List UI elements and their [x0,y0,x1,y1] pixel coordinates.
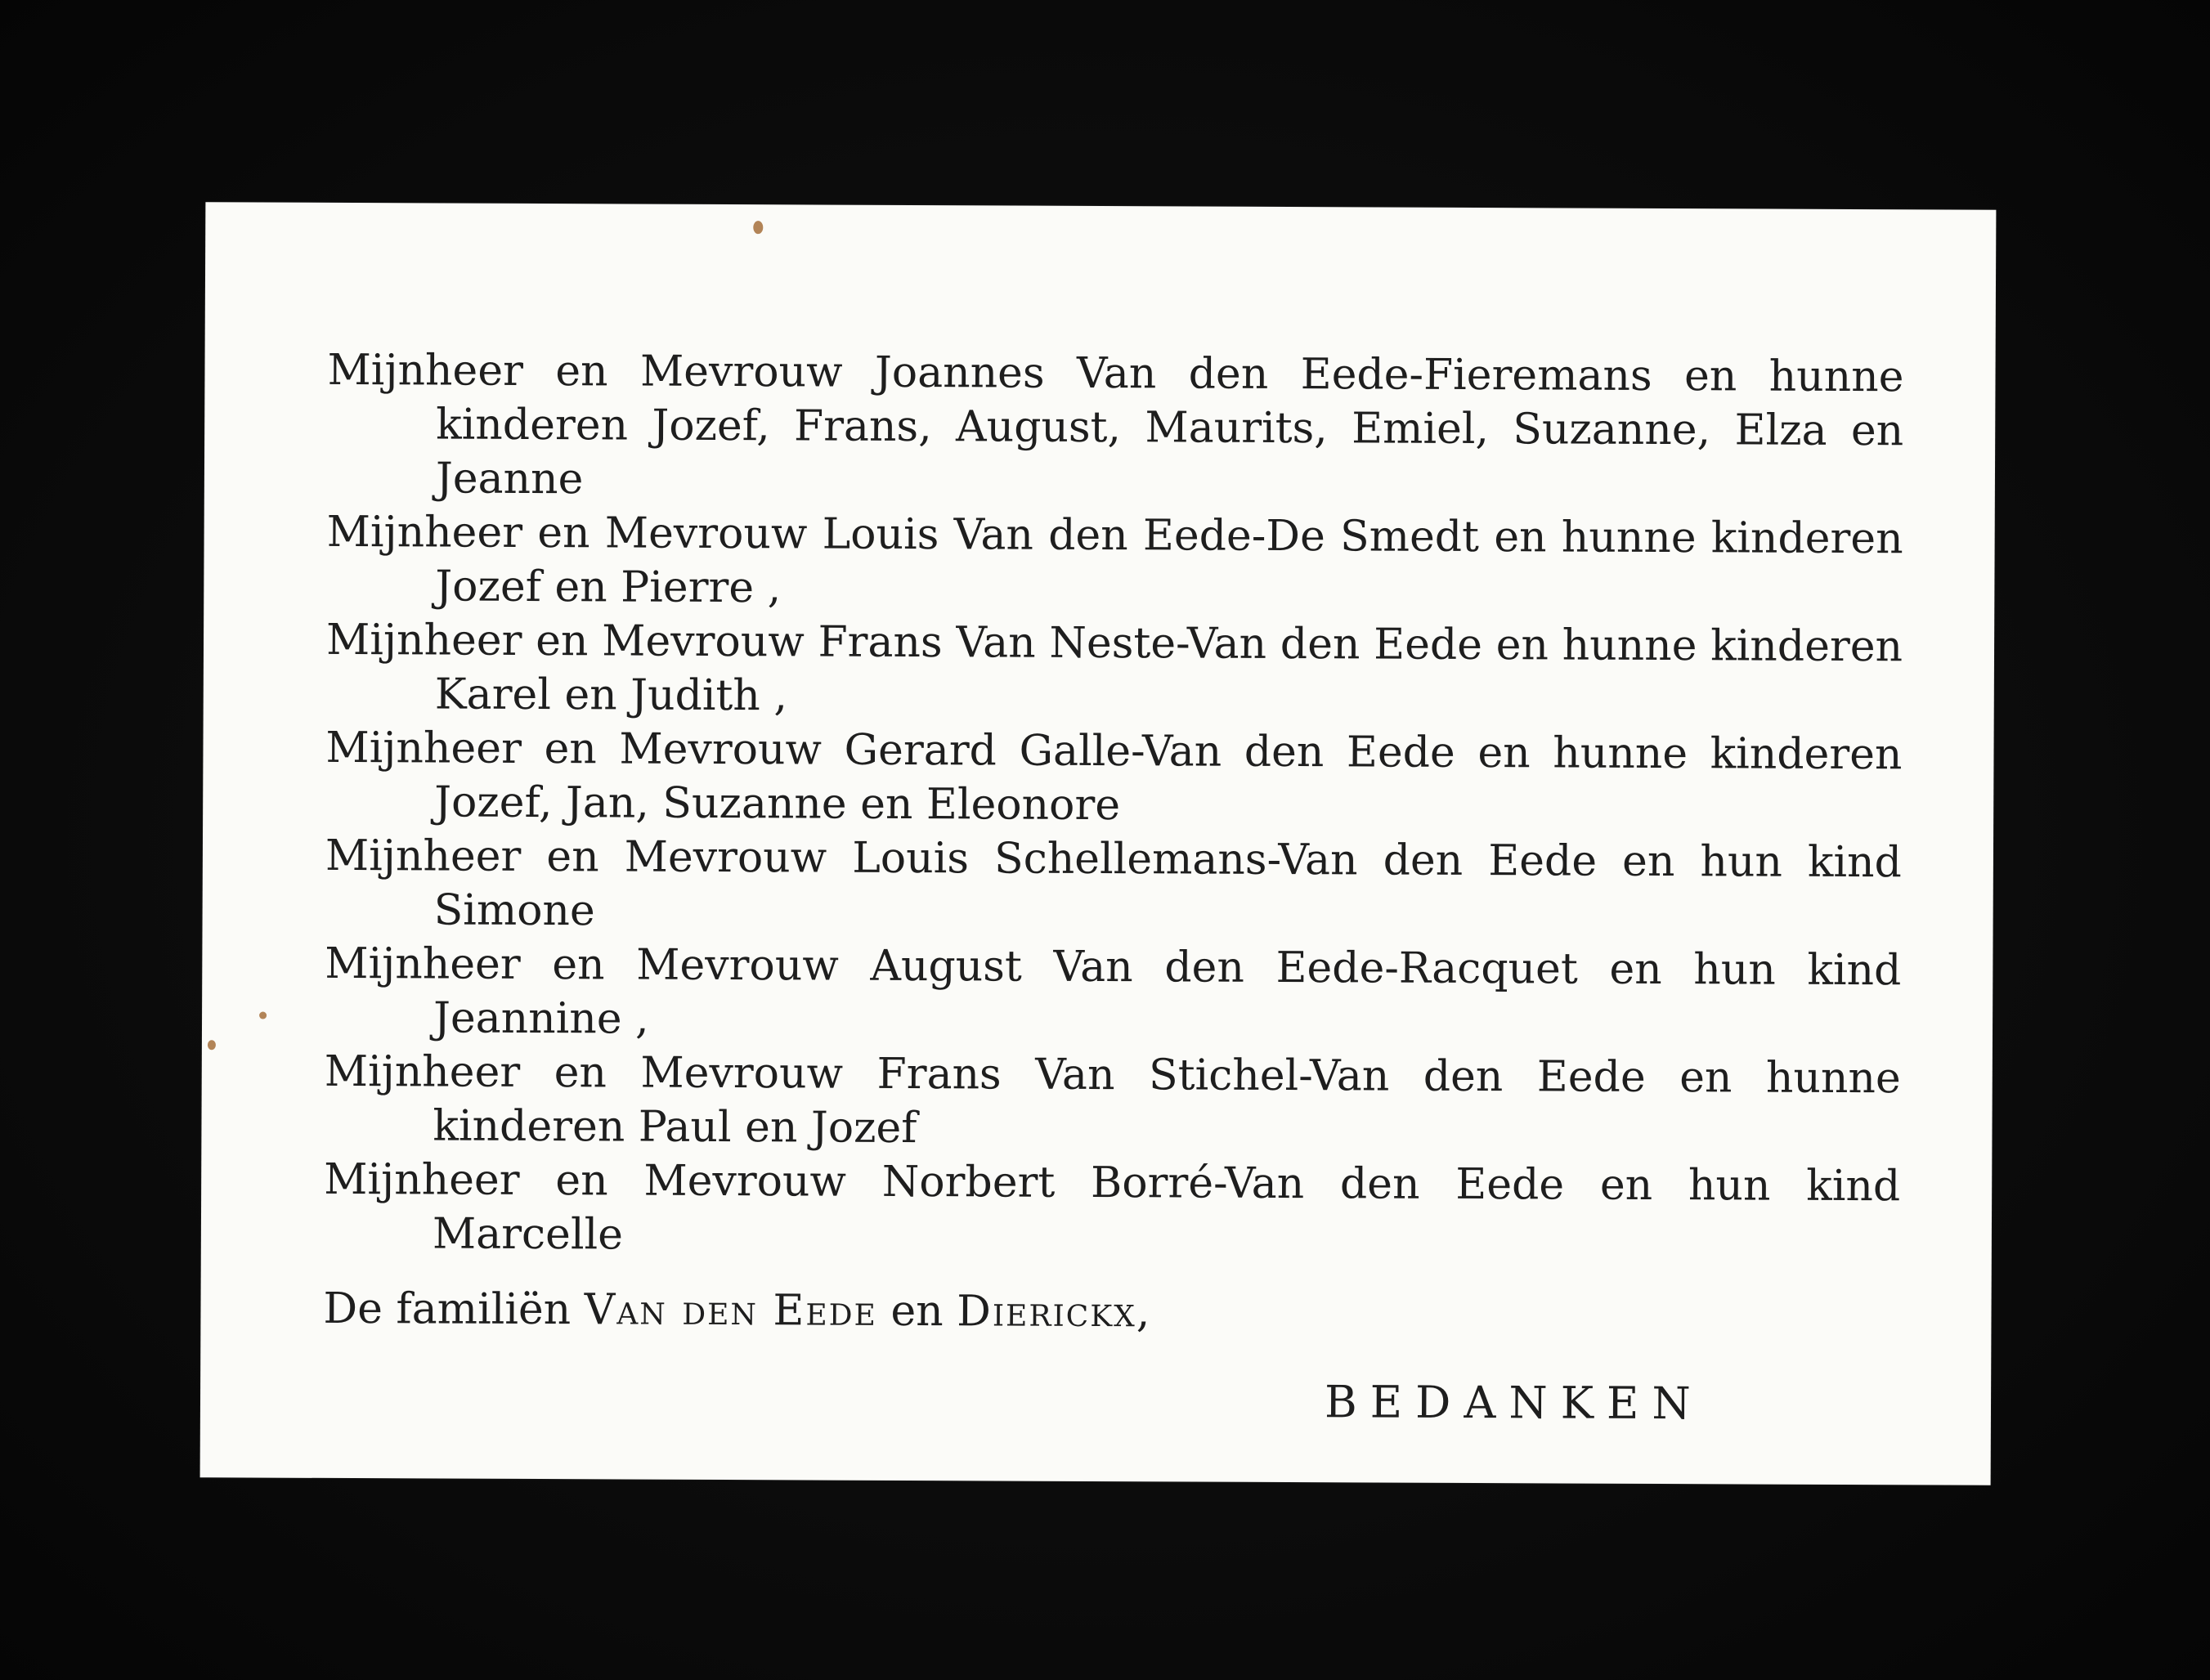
family-entry: Mijnheer en Mevrouw Gerard Galle-Van den Eede en hunne kinderen Jozef, Jan, Suzanne en Eleonore [325,723,1903,831]
family-entry: Mijnheer en Mevrouw Joannes Van den Eede-Fieremans en hunne kinderen Jozef, Frans, August, Maurits, Emiel, Suzanne, Elza en Jeanne [327,345,1904,504]
card-text [323,343,1903,1342]
family-entry: Mijnheer en Mevrouw August Van den Eede-Racquet en hun kind Jeannine , [325,939,1902,1044]
family-entry: Mijnheer en Mevrouw Louis Van den Eede-De Smedt en hunne kinderen Jozef en Pierre , [326,507,1903,613]
closing-suffix: , [1136,1288,1150,1337]
family-entry: Mijnheer en Mevrouw Frans Van Stichel-Van den Eede en hunne kinderen Paul en Jozef [324,1046,1901,1154]
family-entry: Mijnheer en Mevrouw Louis Schellemans-Van den Eede en hun kind Simone [325,831,1903,936]
family-name: Van den Eede [584,1285,878,1336]
memorial-thank-you-card [200,202,1997,1485]
family-name: Dierickx [957,1287,1136,1337]
family-entry: Mijnheer en Mevrouw Frans Van Neste-Van den Eede en hunne kinderen Karel en Judith , [325,615,1903,721]
family-entry: Mijnheer en Mevrouw Norbert Borré-Van den Eede en hun kind Marcelle [324,1154,1901,1260]
thanks-word: BEDANKEN [1324,1376,1704,1430]
stain-mark [208,1040,216,1050]
stain-mark [259,1012,267,1019]
closing-conjunction: en [890,1286,944,1337]
stain-mark [753,221,763,234]
closing-line [323,1282,1899,1342]
closing-prefix: De familiën [323,1284,572,1335]
